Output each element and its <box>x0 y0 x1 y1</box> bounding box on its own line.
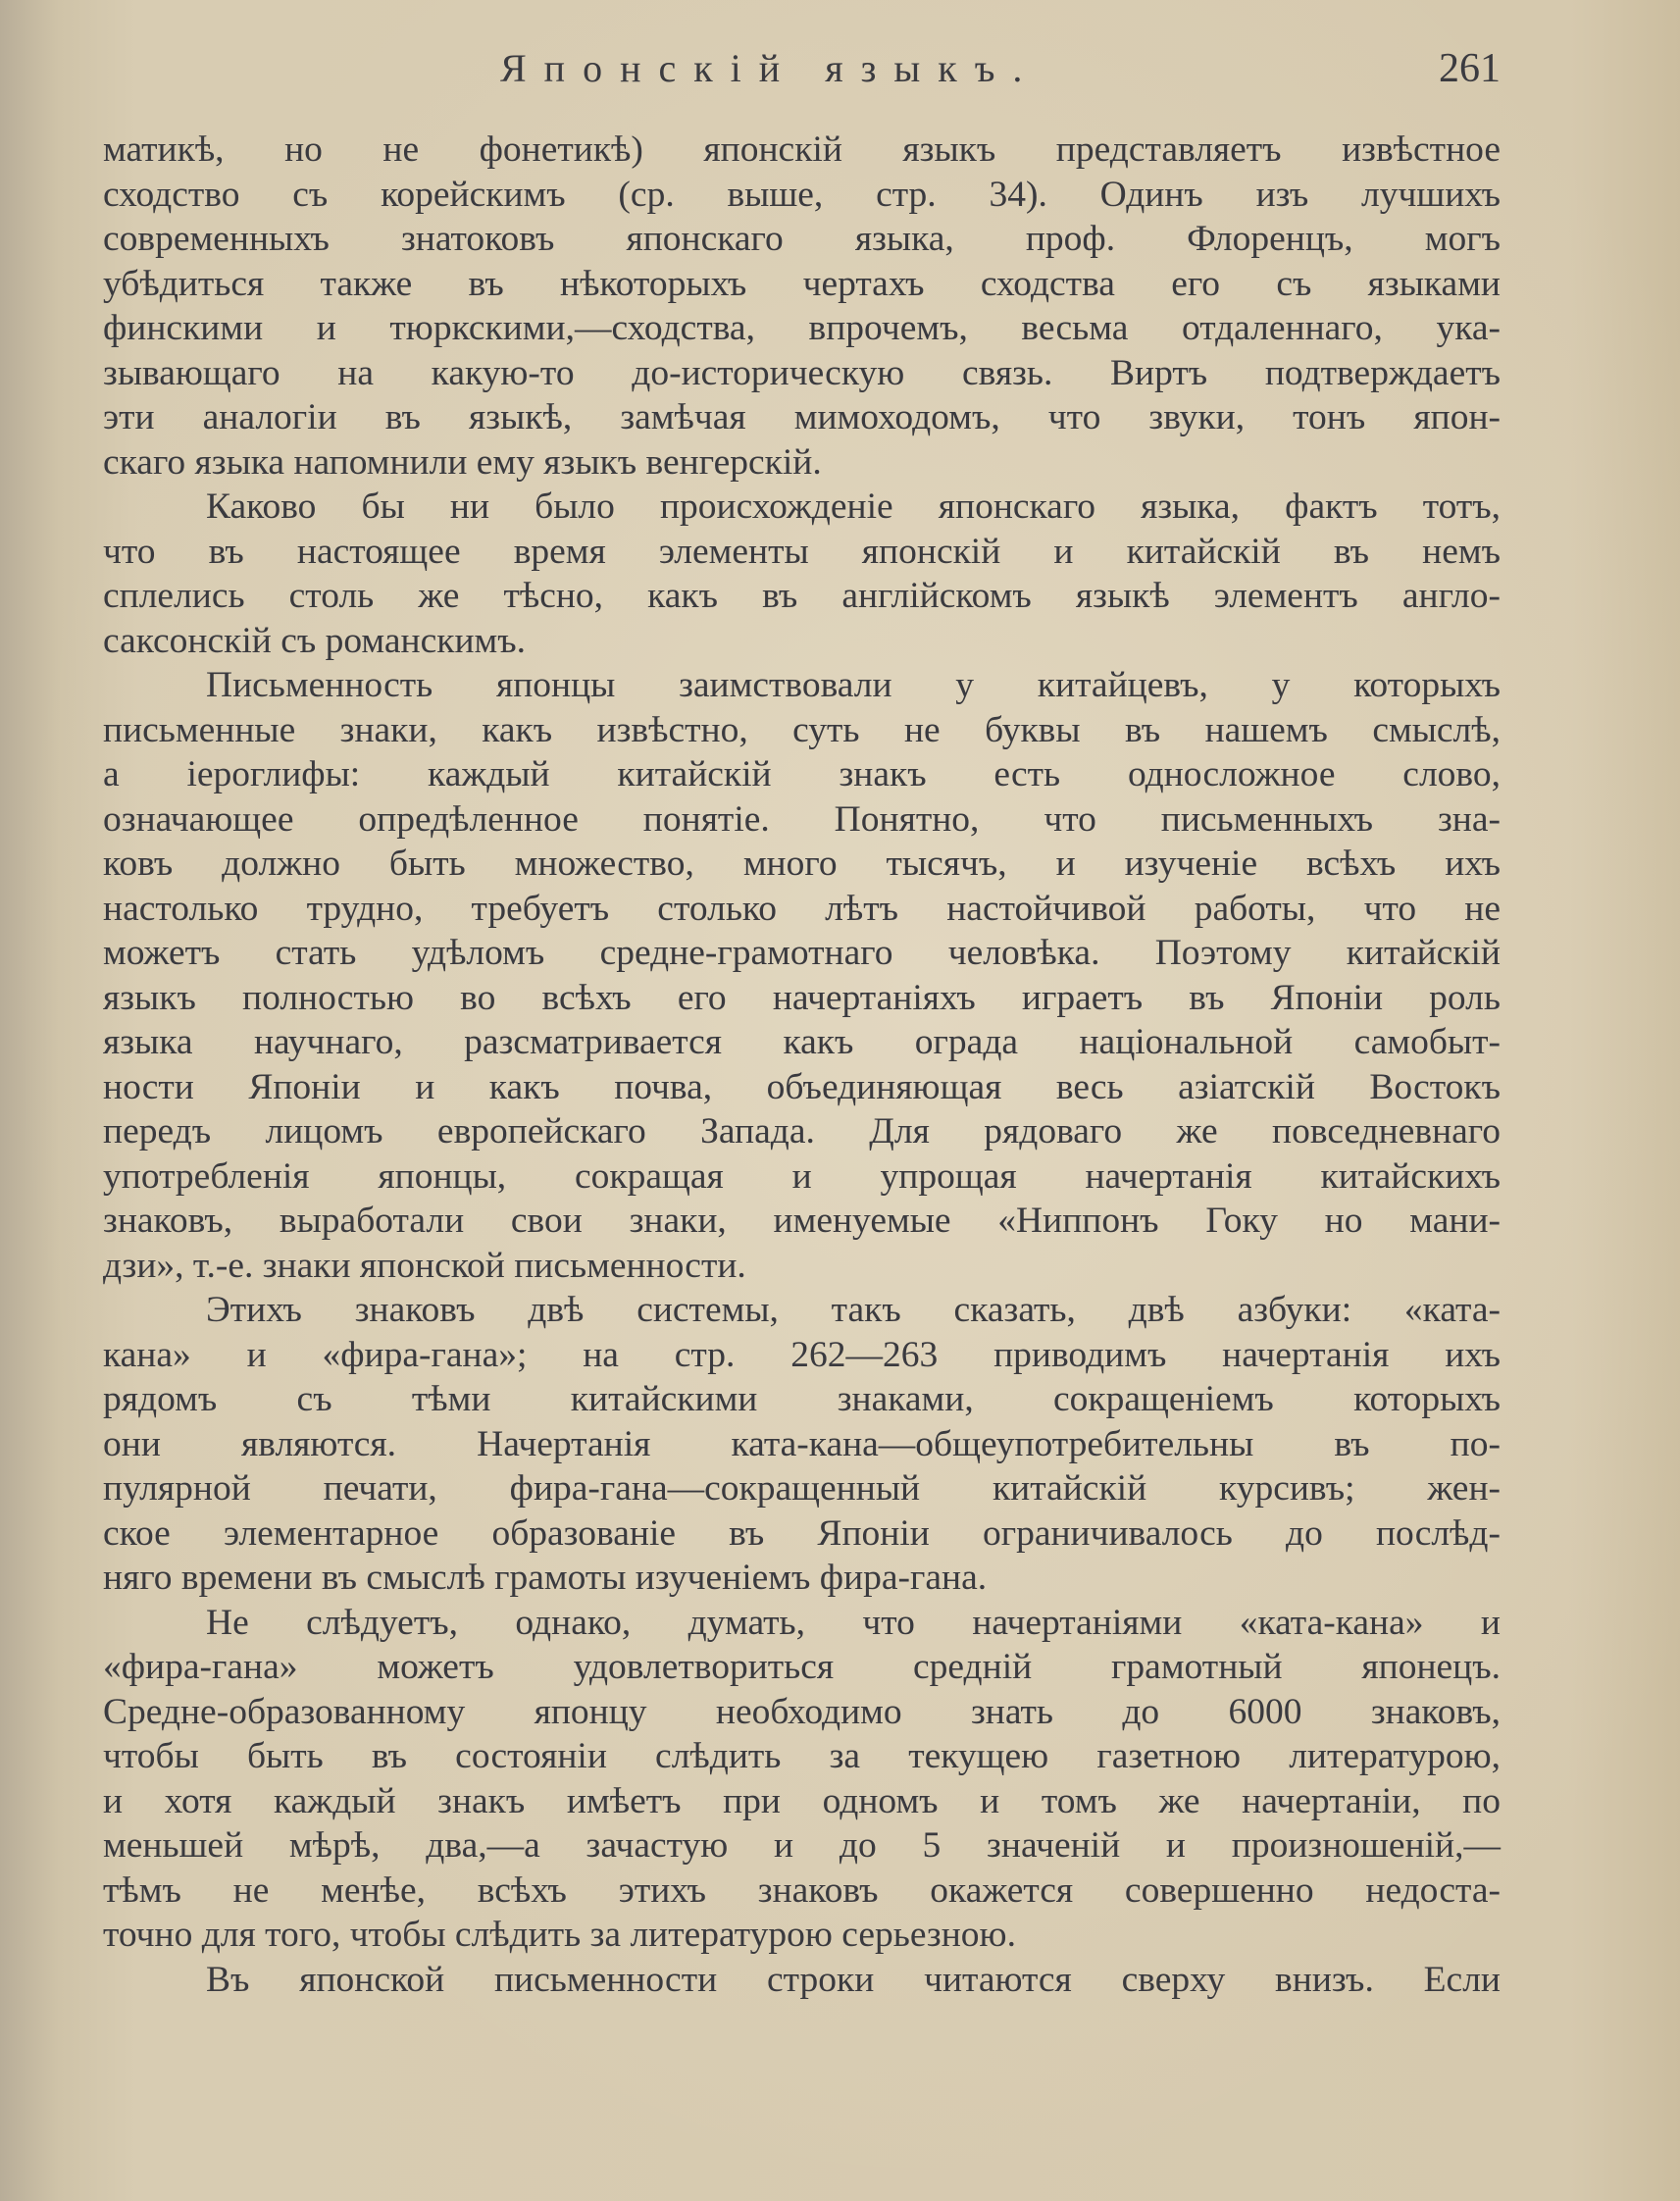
text-line: Этихъ знаковъ двѣ системы, такъ сказать, двѣ азбуки: «ката- <box>206 1290 1501 1330</box>
paragraph-2 <box>103 485 1501 663</box>
text-line: Каково бы ни было происхожденіе японскаго языка, фактъ тотъ, <box>206 486 1501 527</box>
paragraph-6 <box>103 1958 1501 2003</box>
text-line: «фира-гана» можетъ удовлетвориться средній грамотный японецъ. <box>103 1647 1501 1687</box>
paragraph-1 <box>103 128 1501 485</box>
text-line: современныхъ знатоковъ японскаго языка, проф. Флоренцъ, могъ <box>103 219 1501 259</box>
text-line: эти аналогіи въ языкѣ, замѣчая мимоходомъ, что звуки, тонъ япон- <box>103 397 1501 437</box>
text-line: няго времени въ смыслѣ грамоты изученіемъ фира-гана. <box>103 1558 988 1598</box>
text-line: передъ лицомъ европейскаго Запада. Для рядоваго же повседневнаго <box>103 1111 1501 1152</box>
running-title: Японскій языкъ. <box>500 46 1041 90</box>
body-text <box>103 128 1501 2002</box>
text-line: ское элементарное образованіе въ Японіи ограничивалось до послѣд- <box>103 1512 1501 1554</box>
text-line: ковъ должно быть множество, много тысячъ, и изученіе всѣхъ ихъ <box>103 844 1501 884</box>
text-line: что въ настоящее время элементы японскій и китайскій въ немъ <box>103 531 1501 572</box>
paragraph-3 <box>103 663 1501 1288</box>
text-line: Въ японской письменности строки читаются сверху внизъ. Если <box>206 1959 1501 2000</box>
text-line: чтобы быть въ состояніи слѣдить за текущею газетною литературою, <box>103 1736 1501 1776</box>
text-line: финскими и тюркскими,—сходства, впрочемъ, весьма отдаленнаго, ука- <box>103 308 1501 348</box>
text-line: употребленія японцы, сокращая и упрощая начертанія китайскихъ <box>103 1155 1501 1197</box>
text-line: Не слѣдуетъ, однако, думать, что начертаніями «ката-кана» и <box>206 1602 1501 1643</box>
text-line: убѣдиться также въ нѣкоторыхъ чертахъ сходства его съ языками <box>103 263 1501 304</box>
text-line: пулярной печати, фира-гана—сокращенный китайскій курсивъ; жен- <box>103 1468 1501 1509</box>
paragraph-4 <box>103 1288 1501 1601</box>
text-line: матикѣ, но не фонетикѣ) японскій языкъ представляетъ извѣстное <box>103 129 1501 170</box>
text-line: саксонскій съ романскимъ. <box>103 620 527 661</box>
paragraph-5 <box>103 1601 1501 1958</box>
text-line: сплелись столь же тѣсно, какъ въ англійскомъ языкѣ элементъ англо- <box>103 576 1501 616</box>
text-line: меньшей мѣрѣ, два,—а зачастую и до 5 значеній и произношеній,— <box>103 1825 1501 1866</box>
text-line: можетъ стать удѣломъ средне-грамотнаго человѣка. Поэтому китайскій <box>103 933 1501 973</box>
text-line: зывающаго на какую-то до-историческую связь. Виртъ подтверждаетъ <box>103 352 1501 393</box>
text-line: тѣмъ не менѣе, всѣхъ этихъ знаковъ окажется совершенно недоста- <box>103 1869 1501 1911</box>
text-line: Письменность японцы заимствовали у китайцевъ, у которыхъ <box>206 665 1501 705</box>
page-number: 261 <box>1439 46 1501 91</box>
text-line: настолько трудно, требуетъ столько лѣтъ настойчивой работы, что не <box>103 888 1501 929</box>
text-line: языка научнаго, разсматривается какъ ограда національной самобыт- <box>103 1022 1501 1062</box>
text-line: означающее опредѣленное понятіе. Понятно, что письменныхъ зна- <box>103 798 1501 840</box>
text-line: языкъ полностью во всѣхъ его начертаніяхъ играетъ въ Японіи роль <box>103 977 1501 1018</box>
text-line: Средне-образованному японцу необходимо знать до 6000 знаковъ, <box>103 1691 1501 1732</box>
text-line: они являются. Начертанія ката-кана—общеупотребительны въ по- <box>103 1423 1501 1464</box>
text-line: дзи», т.-е. знаки японской письменности. <box>103 1245 746 1286</box>
text-line: сходство съ корейскимъ (ср. выше, стр. 34). Одинъ изъ лучшихъ <box>103 174 1501 215</box>
text-line: а іероглифы: каждый китайскій знакъ есть односложное слово, <box>103 754 1501 794</box>
text-line: скаго языка напомнили ему языкъ венгерскій. <box>103 441 822 483</box>
text-line: рядомъ съ тѣми китайскими знаками, сокращеніемъ которыхъ <box>103 1379 1501 1419</box>
page-header <box>98 45 1501 104</box>
text-line: точно для того, чтобы слѣдить за литературою серьезною. <box>103 1915 1016 1955</box>
text-line: и хотя каждый знакъ имѣетъ при одномъ и томъ же начертаніи, по <box>103 1780 1501 1821</box>
text-line: кана» и «фира-гана»; на стр. 262—263 приводимъ начертанія ихъ <box>103 1334 1501 1375</box>
text-line: письменные знаки, какъ извѣстно, суть не буквы въ нашемъ смыслѣ, <box>103 709 1501 750</box>
text-line: знаковъ, выработали свои знаки, именуемые «Ниппонъ Гоку но мани- <box>103 1201 1501 1241</box>
text-line: ности Японіи и какъ почва, объединяющая весь азіатскій Востокъ <box>103 1066 1501 1107</box>
